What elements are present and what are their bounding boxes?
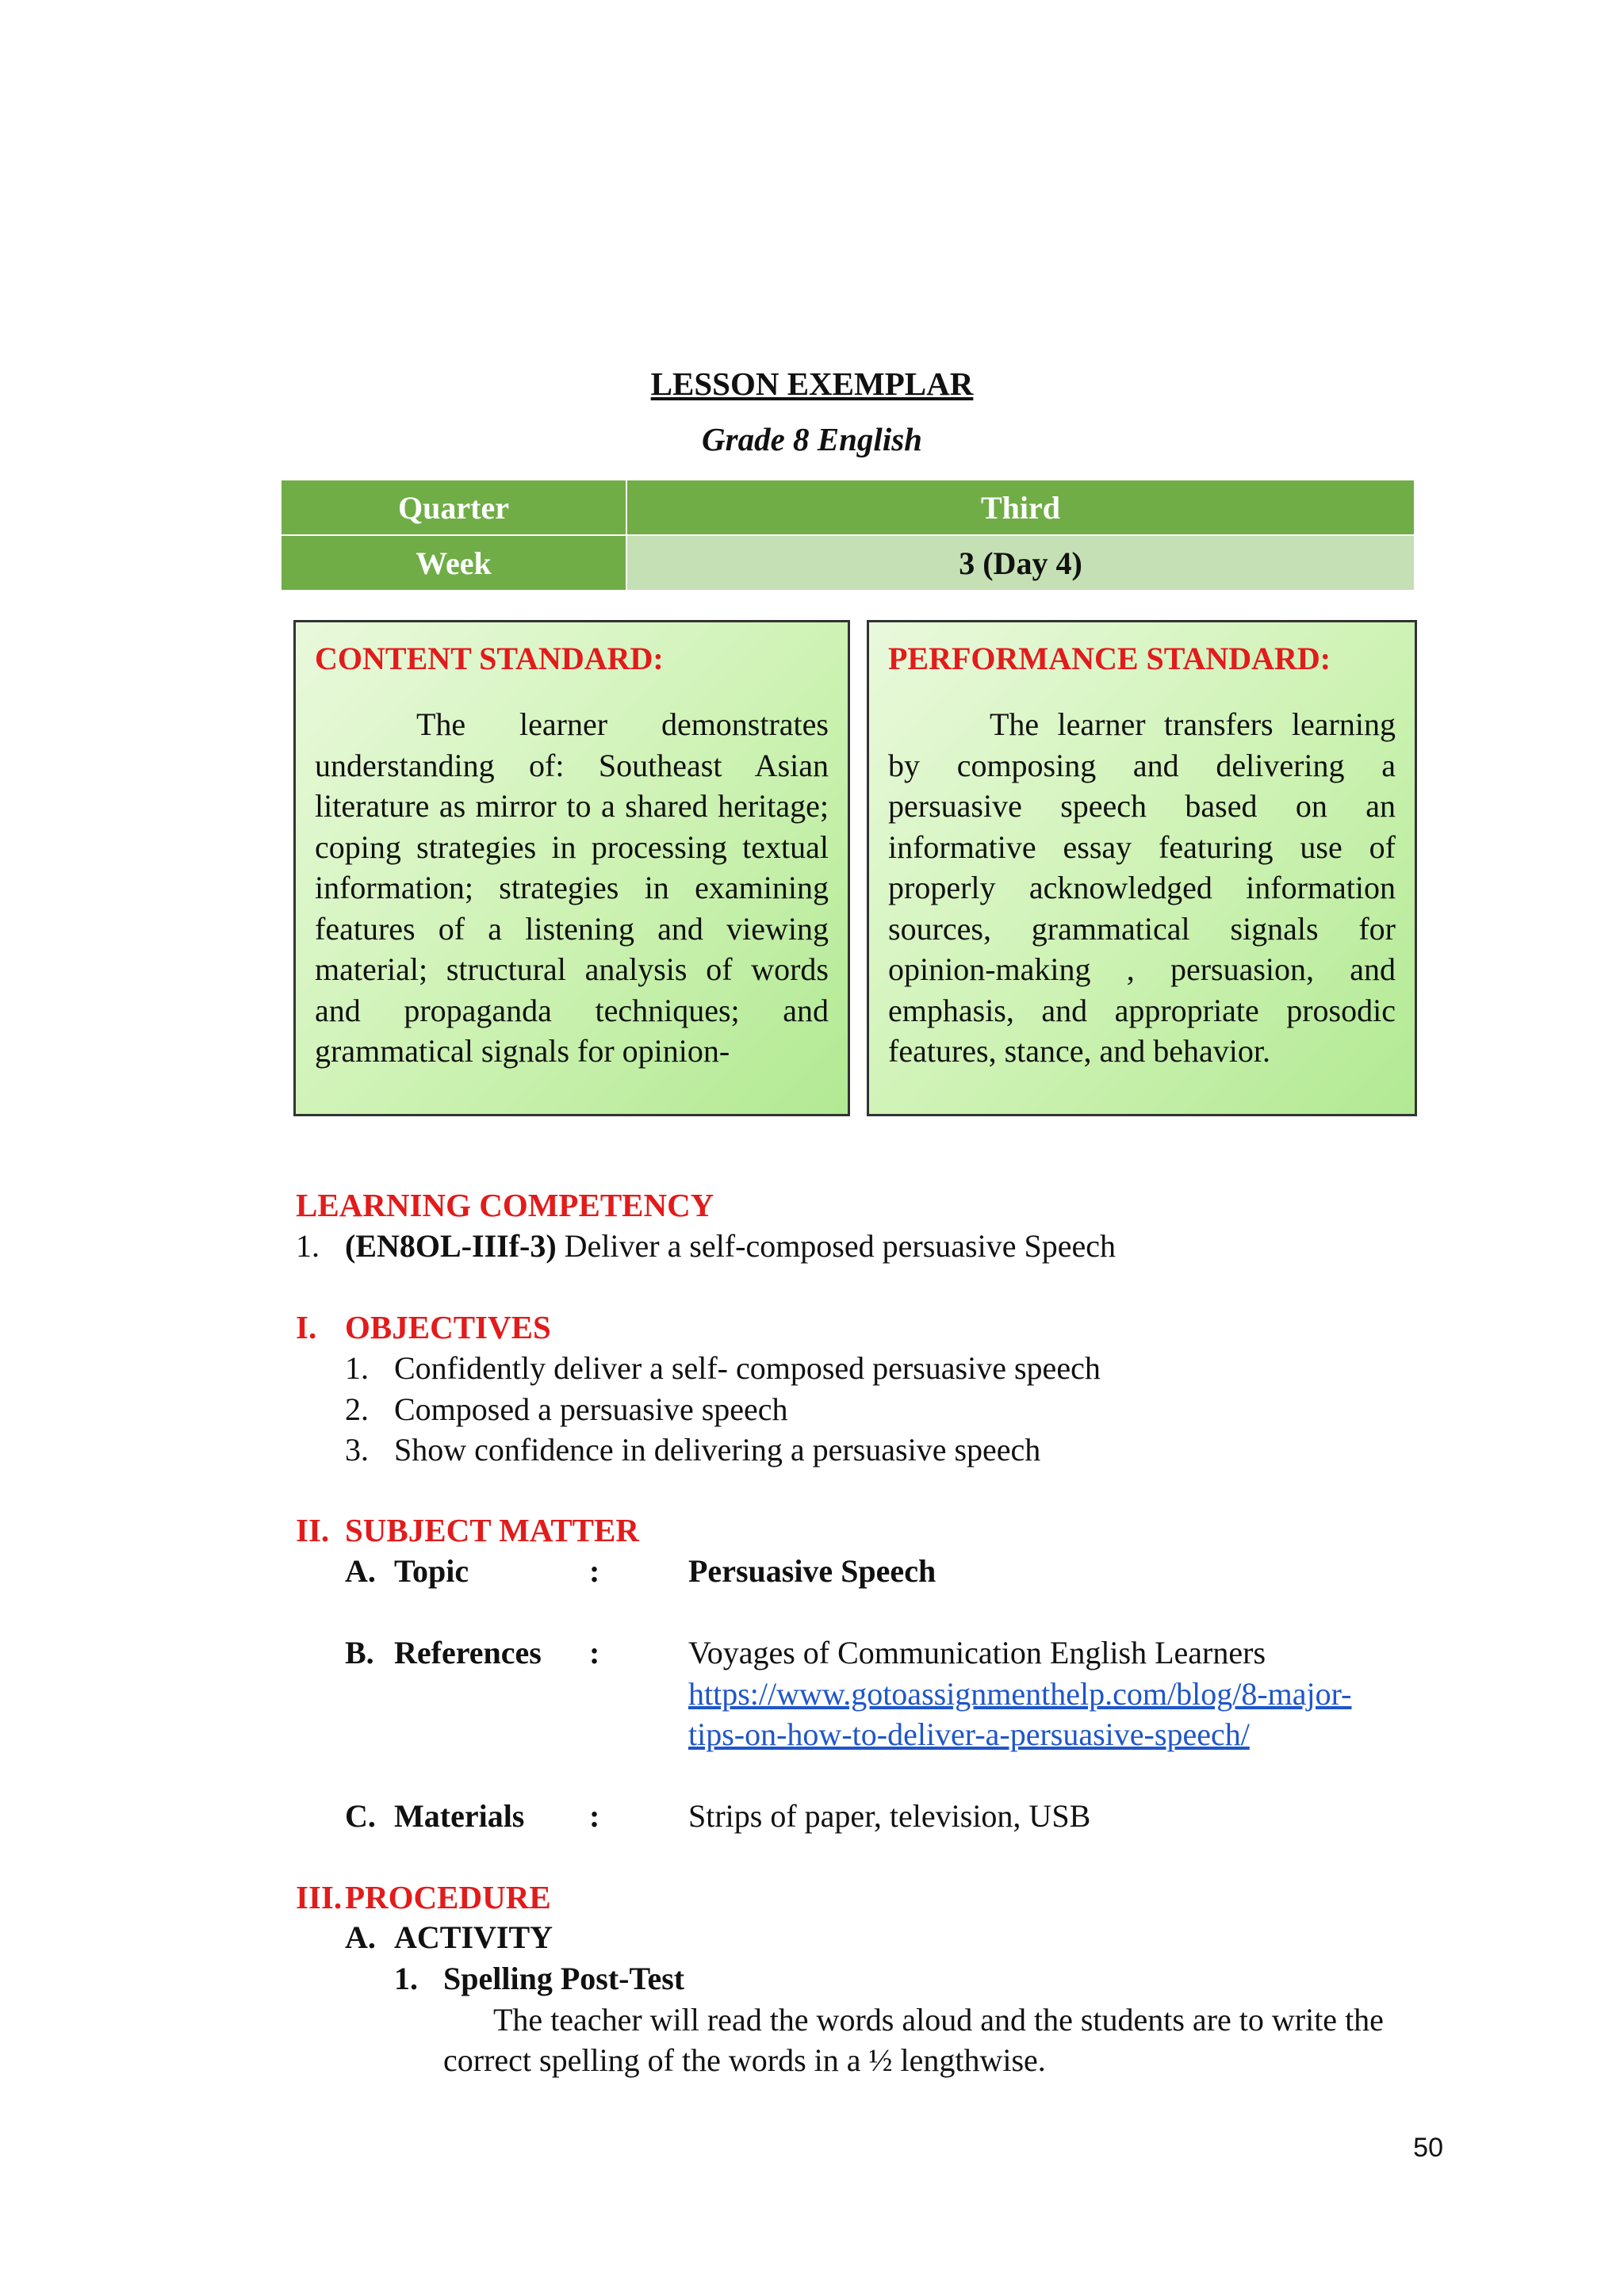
subject-matter-title: SUBJECT MATTER bbox=[345, 1512, 639, 1548]
topic-value: Persuasive Speech bbox=[688, 1553, 936, 1589]
activity-label: ACTIVITY bbox=[394, 1919, 553, 1955]
objective-number: 3. bbox=[345, 1432, 369, 1468]
objectives-heading bbox=[296, 1308, 551, 1346]
references-colon: : bbox=[589, 1635, 600, 1670]
references-label-row bbox=[345, 1634, 542, 1671]
step-label: Spelling Post-Test bbox=[443, 1961, 685, 1996]
objective-text: Composed a persuasive speech bbox=[394, 1391, 788, 1427]
quarter-row bbox=[281, 480, 1415, 535]
performance-standard-box bbox=[867, 620, 1417, 1116]
topic-colon: : bbox=[589, 1553, 600, 1589]
procedure-numeral: III. bbox=[296, 1879, 343, 1915]
references-letter: B. bbox=[345, 1635, 374, 1670]
materials-colon: : bbox=[589, 1798, 600, 1834]
objectives-numeral: I. bbox=[296, 1309, 317, 1345]
objective-item bbox=[345, 1349, 1101, 1387]
learning-competency-heading: LEARNING COMPETENCY bbox=[296, 1187, 714, 1223]
topic-label: Topic bbox=[394, 1553, 469, 1589]
week-row bbox=[281, 535, 1415, 591]
page-number: 50 bbox=[1413, 2133, 1443, 2163]
materials-label-row bbox=[345, 1797, 524, 1835]
week-value: 3 (Day 4) bbox=[626, 535, 1415, 591]
procedure-heading bbox=[296, 1878, 551, 1916]
objective-text: Show confidence in delivering a persuasive speech bbox=[394, 1432, 1041, 1468]
materials-letter: C. bbox=[345, 1798, 376, 1834]
quarter-week-table bbox=[280, 479, 1415, 591]
topic-letter: A. bbox=[345, 1553, 376, 1589]
objective-number: 2. bbox=[345, 1391, 369, 1427]
objective-item bbox=[345, 1391, 788, 1428]
reference-link[interactable]: tips-on-how-to-deliver-a-persuasive-speech/ bbox=[688, 1716, 1250, 1752]
reference-link[interactable]: https://www.gotoassignmenthelp.com/blog/8-major- bbox=[688, 1676, 1352, 1712]
materials-label: Materials bbox=[394, 1798, 525, 1834]
objective-number: 1. bbox=[345, 1350, 369, 1386]
week-label: Week bbox=[281, 535, 626, 591]
subject-matter-numeral: II. bbox=[296, 1512, 330, 1548]
objective-text: Confidently deliver a self- composed persuasive speech bbox=[394, 1350, 1101, 1386]
quarter-label: Quarter bbox=[281, 480, 626, 535]
topic-label-row bbox=[345, 1552, 469, 1590]
subject-matter-heading bbox=[296, 1511, 639, 1549]
competency-number: 1. bbox=[296, 1228, 320, 1264]
performance-standard-heading: PERFORMANCE STANDARD: bbox=[888, 641, 1331, 676]
performance-standard-text: The learner transfers learning by composing and delivering a persuasive speech based on an informative essay featuring use of properly acknowledged information sources, grammatical signals for opinion-making , persuasion, and emphasis, and appropriate prosodic features, stance, and behavior. bbox=[888, 706, 1396, 1069]
content-standard-text: The learner demonstrates understanding of: Southeast Asian literature as mirror to a shared heritage; coping strategies in processing textual information; strategies in examining features of a listening and viewing material; structural analysis of words and propaganda techniques; and grammatical signals for opinion- bbox=[315, 706, 829, 1069]
reference-link-line-1[interactable] bbox=[688, 1675, 1352, 1712]
reference-link-line-2[interactable] bbox=[688, 1716, 1250, 1753]
document-title: LESSON EXEMPLAR bbox=[650, 365, 974, 402]
step-number: 1. bbox=[394, 1961, 418, 1996]
references-label: References bbox=[394, 1635, 542, 1670]
activity-letter: A. bbox=[345, 1919, 376, 1955]
activity-heading bbox=[345, 1919, 553, 1956]
materials-value: Strips of paper, television, USB bbox=[688, 1798, 1091, 1834]
step-text-line-2: correct spelling of the words in a ½ lengthwise. bbox=[443, 2042, 1046, 2078]
competency-item bbox=[296, 1227, 1116, 1265]
step-text-line-1: The teacher will read the words aloud and the students are to write the bbox=[493, 2002, 1384, 2038]
document-subtitle: Grade 8 English bbox=[702, 421, 922, 457]
references-value: Voyages of Communication English Learners bbox=[688, 1635, 1266, 1670]
competency-code: (EN8OL-IIIf-3) bbox=[345, 1228, 557, 1264]
content-standard-box bbox=[293, 620, 850, 1116]
objective-item bbox=[345, 1431, 1040, 1468]
step-heading bbox=[394, 1960, 684, 1997]
content-standard-heading: CONTENT STANDARD: bbox=[315, 641, 664, 676]
procedure-title: PROCEDURE bbox=[345, 1879, 551, 1915]
competency-text: Deliver a self-composed persuasive Speech bbox=[556, 1228, 1116, 1264]
objectives-title: OBJECTIVES bbox=[345, 1309, 551, 1345]
quarter-value: Third bbox=[626, 480, 1415, 535]
